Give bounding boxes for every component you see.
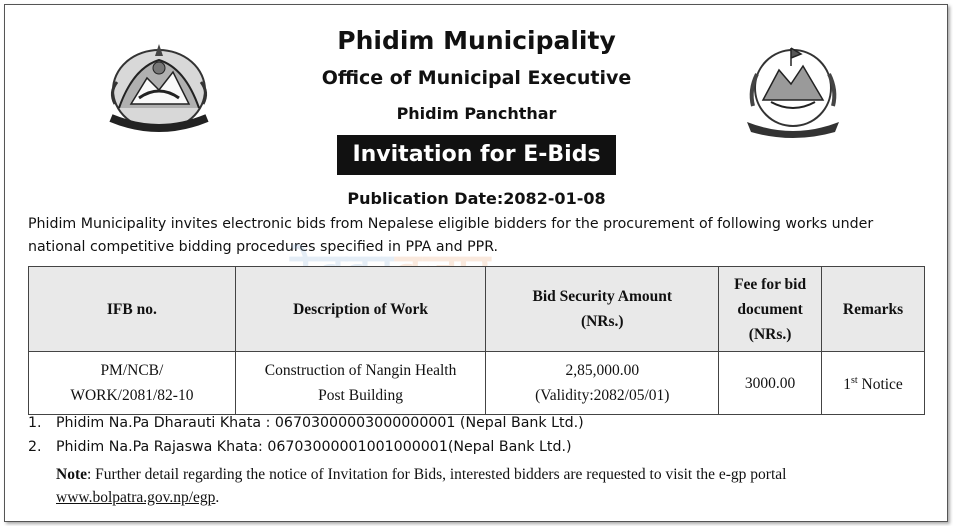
header-remarks: Remarks — [822, 267, 925, 352]
remarks-number: 1 — [843, 376, 851, 394]
description-line1: Construction of Nangin Health — [264, 362, 457, 379]
description-line2: Post Building — [318, 387, 403, 404]
ifb-line2: WORK/2081/82-10 — [70, 387, 194, 404]
location-line: Phidim Panchthar — [396, 104, 557, 123]
header-fee — [719, 267, 822, 352]
header-fee-line1: Fee for bid — [734, 275, 807, 293]
municipality-logo — [741, 40, 845, 140]
cell-bid-security — [486, 352, 719, 415]
header-bid-security — [486, 267, 719, 352]
publication-date: Publication Date:2082-01-08 — [347, 189, 606, 208]
note-end: . — [215, 489, 220, 506]
list-item — [28, 415, 584, 431]
invitation-banner: Invitation for E-Bids — [337, 135, 616, 175]
table-row — [29, 352, 925, 415]
account-1-text: Phidim Na.Pa Dharauti Khata : 06703000003000000001 (Nepal Bank Ltd.) — [56, 415, 584, 431]
remarks-text: Notice — [861, 376, 903, 394]
cell-description — [235, 352, 486, 415]
note-label: Note — [56, 466, 87, 483]
account-2-number: 2. — [28, 439, 42, 455]
header-description: Description of Work — [235, 267, 486, 352]
security-amount: 2,85,000.00 — [565, 362, 640, 379]
table-header-row — [29, 267, 925, 352]
office-subtitle: Office of Municipal Executive — [321, 67, 632, 89]
header-ifb: IFB no. — [29, 267, 236, 352]
header-fee-line2: document — [737, 300, 803, 318]
header-fee-line3: (NRs.) — [748, 325, 792, 343]
note-text: : Further detail regarding the notice of Invitation for Bids, interested bidders are requested to visit the e-gp portal — [87, 466, 787, 483]
note-paragraph — [56, 463, 931, 509]
header-security-line1: Bid Security Amount — [532, 288, 673, 305]
account-1-number: 1. — [28, 415, 42, 431]
cell-ifb — [29, 352, 236, 415]
list-item — [28, 439, 572, 455]
remarks-superscript: st — [850, 375, 858, 387]
account-2-text: Phidim Na.Pa Rajaswa Khata: 06703000001001000001(Nepal Bank Ltd.) — [56, 439, 572, 455]
header-security-line2: (NRs.) — [580, 313, 624, 330]
security-validity: (Validity:2082/05/01) — [535, 387, 670, 404]
cell-remarks — [822, 352, 925, 415]
bids-table — [28, 266, 925, 415]
cell-fee: 3000.00 — [719, 352, 822, 415]
ifb-line1: PM/NCB/ — [100, 362, 164, 379]
egp-portal-link[interactable]: www.bolpatra.gov.np/egp — [56, 489, 216, 506]
intro-paragraph: Phidim Municipality invites electronic bids from Nepalese eligible bidders for the procurement of following works under national competitive bidding procedures specified in PPA and PPR. — [28, 216, 874, 255]
municipality-title: Phidim Municipality — [337, 26, 616, 55]
